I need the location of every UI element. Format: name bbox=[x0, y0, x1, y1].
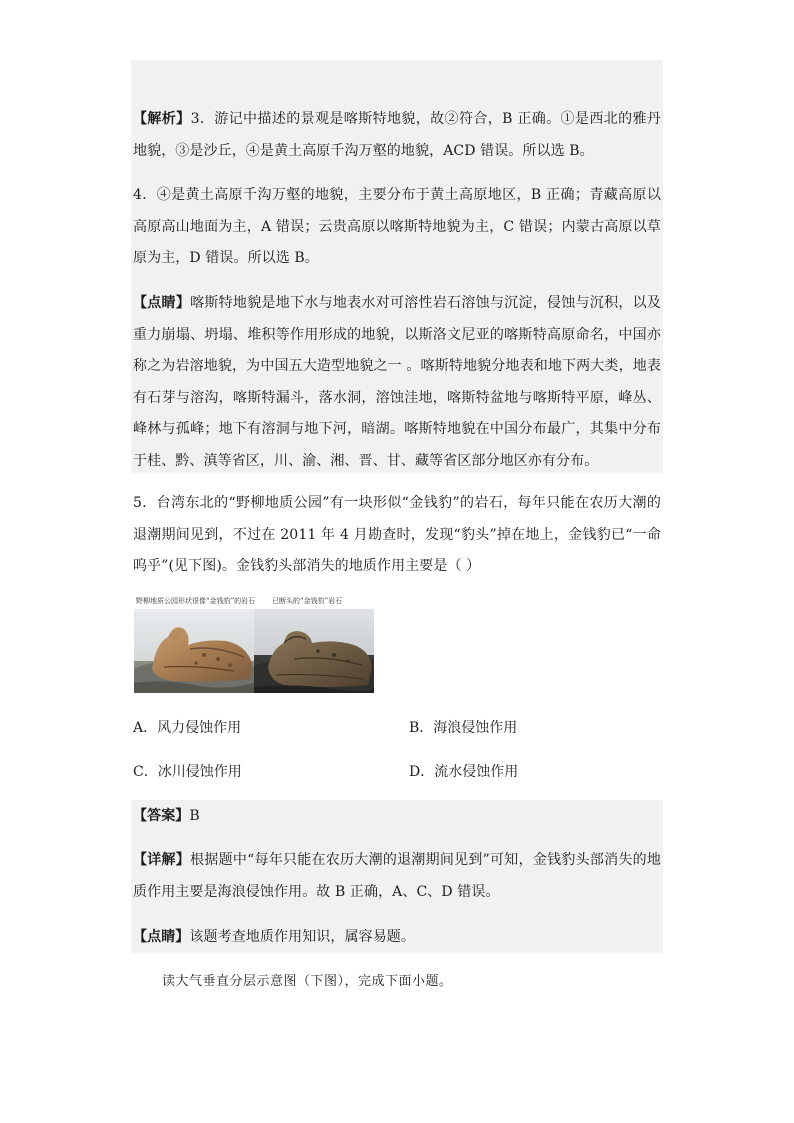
q5-stem-text: 5．台湾东北的“野柳地质公园”有一块形似“金钱豹”的岩石，每年只能在农历大潮的退潮期间见到，不过在 2011 年 4 月勘查时，发现“豹头”掉在地上，金钱豹已“一命呜乎”(见下图)。金钱豹头部消失的地质作用主要是（ ） bbox=[133, 495, 661, 574]
comment-text-q5: 该题考查地质作用知识，属容易题。 bbox=[189, 929, 416, 945]
q5-detail bbox=[133, 845, 661, 908]
q5-comment bbox=[133, 922, 661, 954]
leopard-rock-image bbox=[134, 609, 254, 693]
comment-tag: 【点睛】 bbox=[133, 295, 191, 311]
next-question-instruction: 读大气垂直分层示意图（下图），完成下面小题。 bbox=[162, 974, 453, 989]
q4-analysis bbox=[133, 180, 661, 275]
q5-answer bbox=[133, 801, 661, 833]
comment-tag-q5: 【点睛】 bbox=[133, 929, 190, 945]
q34-comment-text: 喀斯特地貌是地下水与地表水对可溶性岩石溶蚀与沉淀，侵蚀与沉积，以及重力崩塌、坍塌、堆积等作用形成的地貌，以斯洛文尼亚的喀斯特高原命名，中国亦称之为岩溶地貌，为中国五大造型地貌之一 。喀斯特地貌分地表和地下两大类，地表有石芽与溶沟，喀斯特漏斗，落水洞，溶蚀洼地，喀斯特盆地与喀斯特平原，峰丛、峰林与孤峰；地下有溶洞与地下河，暗湖。喀斯特地貌在中国分布最广，其集中分布于桂、黔、滇等省区，川、渝、湘、晋、甘、藏等省区部分地区亦有分布。 bbox=[133, 295, 661, 469]
detail-text: 根据题中“每年只能在农历大潮的退潮期间见到”可知，金钱豹头部消失的地质作用主要是海浪侵蚀作用。故 B 正确，A、C、D 错误。 bbox=[133, 852, 661, 900]
headless-leopard-rock-photo bbox=[254, 609, 374, 693]
figure-caption-right: 已断头的“金钱豹”岩石 bbox=[272, 597, 343, 605]
option-a: A．风力侵蚀作用 bbox=[133, 720, 242, 736]
analysis-tag: 【解析】 bbox=[133, 111, 191, 127]
figure-caption-left: 野柳地质公园形状很像“金钱豹”的岩石 bbox=[136, 597, 256, 605]
leopard-rock-photo bbox=[134, 609, 254, 693]
answer-value: B bbox=[189, 808, 200, 824]
q3-analysis-text: 3．游记中描述的景观是喀斯特地貌，故②符合，B 正确。①是西北的雅丹地貌，③是沙丘，④是黄土高原千沟万壑的地貌，ACD 错误。所以选 B。 bbox=[133, 111, 661, 159]
option-b: B．海浪侵蚀作用 bbox=[409, 720, 518, 736]
q4-analysis-text: 4．④是黄土高原千沟万壑的地貌，主要分布于黄土高原地区，B 正确；青藏高原以高原高山地面为主，A 错误；云贵高原以喀斯特地貌为主，C 错误；内蒙古高原以草原为主，D 错误。所以选 B。 bbox=[133, 187, 661, 266]
answer-tag: 【答案】 bbox=[133, 808, 190, 824]
q3-analysis bbox=[133, 104, 661, 167]
headless-leopard-rock-image bbox=[254, 609, 374, 693]
q34-comment bbox=[133, 288, 661, 477]
q5-stem bbox=[133, 488, 661, 583]
option-d: D．流水侵蚀作用 bbox=[409, 764, 519, 780]
option-c: C．冰川侵蚀作用 bbox=[133, 764, 242, 780]
q5-figure bbox=[134, 597, 374, 693]
detail-tag: 【详解】 bbox=[133, 852, 191, 868]
